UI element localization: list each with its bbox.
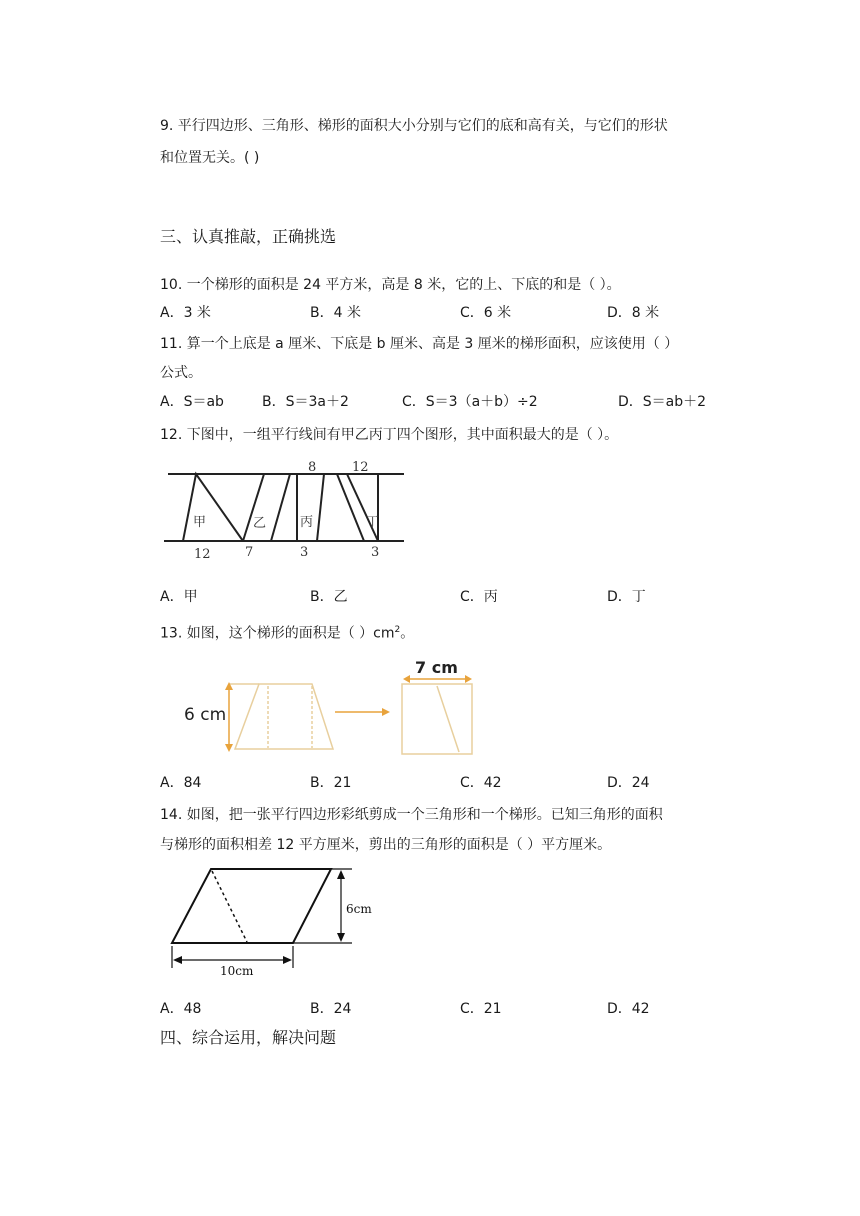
q13-height-label: 6 cm <box>184 705 227 725</box>
q12-top-label-12: 12 <box>352 460 369 475</box>
q14-line1: 14. 如图，把一张平行四边形彩纸剪成一个三角形和一个梯形。已知三角形的面积 <box>160 807 663 823</box>
q14-height-label: 6cm <box>346 902 372 916</box>
q9-line2: 和位置无关。( ) <box>160 150 260 166</box>
q13-option-a[interactable]: A．84 <box>160 775 202 791</box>
q10-option-a[interactable]: A．3 米 <box>160 305 211 321</box>
q10-stem: 10. 一个梯形的面积是 24 平方米，高是 8 米，它的上、下底的和是（ ）。 <box>160 277 621 293</box>
q12-bottom-label-7: 7 <box>245 545 254 560</box>
q12-shape-label-yi: 乙 <box>253 516 267 531</box>
q11-line2: 公式。 <box>160 365 202 381</box>
q12-option-a[interactable]: A．甲 <box>160 589 198 605</box>
q11-line1: 11. 算一个上底是 a 厘米、下底是 b 厘米、高是 3 厘米的梯形面积，应该使用（ ） <box>160 336 679 352</box>
q14-options <box>160 998 740 1020</box>
q12-shape-label-jia: 甲 <box>193 515 207 530</box>
q13-width-label: 7 cm <box>415 658 458 677</box>
q11-option-a[interactable]: A．S＝ab <box>160 394 224 410</box>
q10-option-d[interactable]: D．8 米 <box>607 305 660 321</box>
q12-bottom-label-12: 12 <box>194 547 211 562</box>
q14-option-a[interactable]: A．48 <box>160 1001 202 1017</box>
section-3-heading: 三、认真推敲，正确挑选 <box>160 227 337 246</box>
q9-line1: 9. 平行四边形、三角形、梯形的面积大小分别与它们的底和高有关，与它们的形状 <box>160 118 668 134</box>
q12-option-d[interactable]: D．丁 <box>607 589 646 605</box>
q10-option-c[interactable]: C．6 米 <box>460 305 512 321</box>
q11-option-b[interactable]: B．S＝3a＋2 <box>262 394 349 410</box>
q12-shape-label-ding: 丁 <box>366 515 380 530</box>
q12-option-c[interactable]: C．丙 <box>460 589 498 605</box>
section-4-heading: 四、综合运用，解决问题 <box>160 1028 337 1047</box>
q12-bottom-label-3b: 3 <box>371 545 380 560</box>
q12-stem: 12. 下图中，一组平行线间有甲乙丙丁四个图形，其中面积最大的是（ ）。 <box>160 427 619 443</box>
q13-option-c[interactable]: C．42 <box>460 775 502 791</box>
q12-top-label-8: 8 <box>308 460 317 475</box>
q12-option-b[interactable]: B．乙 <box>310 589 348 605</box>
q14-option-d[interactable]: D．42 <box>607 1001 650 1017</box>
q10-option-b[interactable]: B．4 米 <box>310 305 361 321</box>
q14-option-b[interactable]: B．24 <box>310 1001 352 1017</box>
q13-option-b[interactable]: B．21 <box>310 775 352 791</box>
q14-option-c[interactable]: C．21 <box>460 1001 502 1017</box>
q13-stem-prefix: 13. 如图，这个梯形的面积是（ ）cm <box>160 625 395 642</box>
q13-stem-sup: 2 <box>394 625 401 635</box>
q12-shape-label-bing: 丙 <box>300 515 314 530</box>
q14-base-label: 10cm <box>220 964 254 978</box>
q14-line2: 与梯形的面积相差 12 平方厘米，剪出的三角形的面积是（ ）平方厘米。 <box>160 837 612 853</box>
q13-option-d[interactable]: D．24 <box>607 775 650 791</box>
q13-stem-suffix: 。 <box>400 625 415 642</box>
q12-bottom-label-3a: 3 <box>300 545 309 560</box>
q11-option-c[interactable]: C．S＝3（a＋b）÷2 <box>402 394 538 410</box>
q11-option-d[interactable]: D．S＝ab＋2 <box>618 394 707 410</box>
